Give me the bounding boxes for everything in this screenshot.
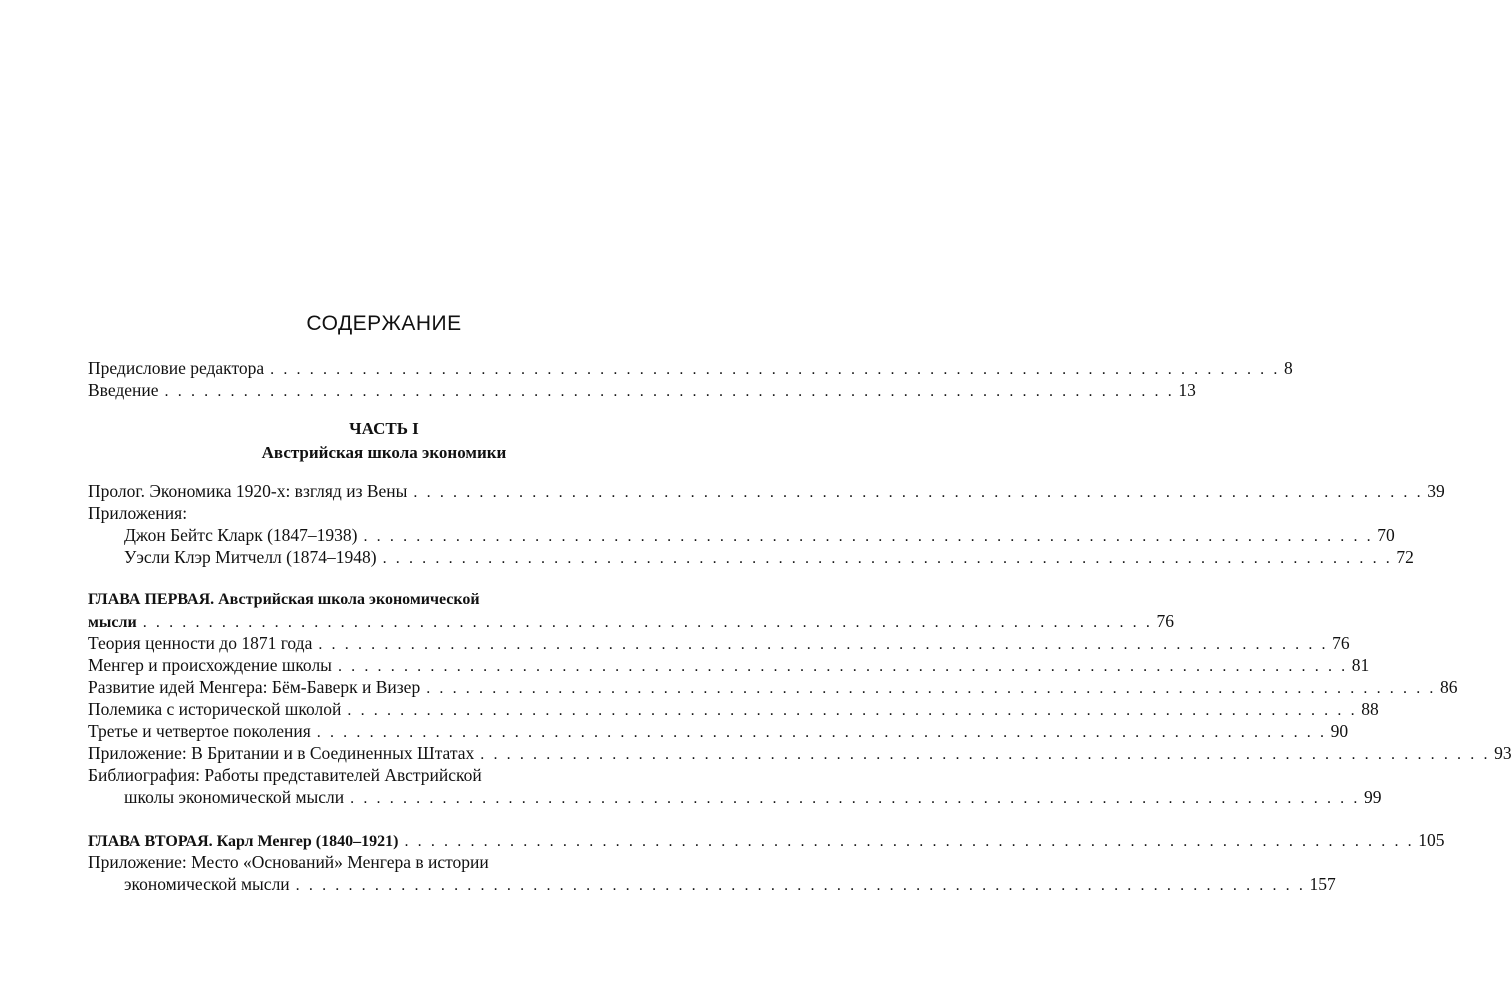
entry-label: Менгер и происхождение школы [88,655,332,675]
entry-page: 8 [1283,358,1293,378]
entry-label: экономической мысли [124,874,290,894]
toc-page [88,0,1512,1000]
toc-entry-bohm-bawerk[interactable] [88,676,1458,700]
toc-entry-preface[interactable] [88,357,1293,381]
entry-page: 13 [1178,380,1196,400]
entry-page: 76 [1332,633,1350,653]
entry-label: Развитие идей Менгера: Бём-Баверк и Визер [88,677,421,697]
dot-leader: . . . . . . . . . . . . . . . . . . . . . . . . . . . . . . . . . . . . . . . . . . . . . . . . . . . . . . . . . . . . . . . . . . . . . . . . . . . . . [404,833,1415,850]
toc-entry-prolog[interactable] [88,480,1445,504]
toc-entry-historical-school[interactable] [88,698,1379,722]
entry-page: 93 [1494,743,1512,763]
entry-page: 88 [1361,699,1379,719]
dot-leader: . . . . . . . . . . . . . . . . . . . . . . . . . . . . . . . . . . . . . . . . . . . . . . . . . . . . . . . . . . . . . . . . . . . . . . . . . . . . . [413,484,1424,501]
entry-page: 76 [1156,611,1174,631]
toc-entry-britain-usa[interactable] [88,742,1512,766]
dot-leader: . . . . . . . . . . . . . . . . . . . . . . . . . . . . . . . . . . . . . . . . . . . . . . . . . . . . . . . . . . . . . . . . . . . . . . . . . . . . . [164,383,1175,400]
entry-page: 72 [1396,547,1414,567]
toc-entry-clark[interactable] [124,524,1395,548]
dot-leader: . . . . . . . . . . . . . . . . . . . . . . . . . . . . . . . . . . . . . . . . . . . . . . . . . . . . . . . . . . . . . . . . . . . . . . . . . . . . . [270,361,1280,378]
entry-label: школы экономической мысли [124,787,345,807]
entry-label: Третье и четвертое поколения [88,721,311,741]
dot-leader: . . . . . . . . . . . . . . . . . . . . . . . . . . . . . . . . . . . . . . . . . . . . . . . . . . . . . . . . . . . . . . . . . . . . . . . . . . . . . [295,877,1306,894]
entry-page: 105 [1418,830,1445,850]
dot-leader: . . . . . . . . . . . . . . . . . . . . . . . . . . . . . . . . . . . . . . . . . . . . . . . . . . . . . . . . . . . . . . . . . . . . . . . . . . . . . [480,746,1491,763]
entry-page: 99 [1363,787,1382,807]
toc-entry-chapter2[interactable] [88,829,1445,853]
dot-leader: . . . . . . . . . . . . . . . . . . . . . . . . . . . . . . . . . . . . . . . . . . . . . . . . . . . . . . . . . . . . . . . . . . . . . . . . . . . . . [316,724,1327,741]
entry-label: Приложение: В Британии и в Соединенных Штатах [88,743,475,763]
toc-entry-mitchell[interactable] [124,546,1414,570]
entry-label: Джон Бейтс Кларк (1847–1938) [124,525,358,545]
toc-entry-generations[interactable] [88,720,1349,744]
entry-page: 157 [1309,874,1336,894]
toc-entry-bibliography[interactable] [124,786,1382,810]
dot-leader: . . . . . . . . . . . . . . . . . . . . . . . . . . . . . . . . . . . . . . . . . . . . . . . . . . . . . . . . . . . . . . . . . . . . . . . . . . . . . [350,790,1360,807]
toc-entry-value-theory[interactable] [88,632,1350,656]
dot-leader: . . . . . . . . . . . . . . . . . . . . . . . . . . . . . . . . . . . . . . . . . . . . . . . . . . . . . . . . . . . . . . . . . . . . . . . . . . . . . [318,636,1329,653]
entry-label: Теория ценности до 1871 года [88,633,313,653]
part-number: ЧАСТЬ I [349,419,419,438]
entry-page: 70 [1377,525,1395,545]
toc-title: СОДЕРЖАНИЕ [306,312,462,335]
dot-leader: . . . . . . . . . . . . . . . . . . . . . . . . . . . . . . . . . . . . . . . . . . . . . . . . . . . . . . . . . . . . . . . . . . . . . . . . . . . . . [347,702,1358,719]
dot-leader: . . . . . . . . . . . . . . . . . . . . . . . . . . . . . . . . . . . . . . . . . . . . . . . . . . . . . . . . . . . . . . . . . . . . . . . . . . . . . [382,550,1393,567]
entry-label: Пролог. Экономика 1920-х: взгляд из Вены [88,481,408,501]
entry-label: Предисловие редактора [88,358,265,378]
part-title: Австрийская школа экономики [261,443,507,462]
toc-entry-menger-origin[interactable] [88,654,1370,678]
chapter1-title-line1[interactable]: ГЛАВА ПЕРВАЯ. Австрийская школа экономической [88,591,480,608]
dot-leader: . . . . . . . . . . . . . . . . . . . . . . . . . . . . . . . . . . . . . . . . . . . . . . . . . . . . . . . . . . . . . . . . . . . . . . . . . . . . . [363,528,1374,545]
chapter2-appendix-line1[interactable]: Приложение: Место «Оснований» Менгера в истории [88,852,489,872]
entry-page: 86 [1440,677,1458,697]
dot-leader: . . . . . . . . . . . . . . . . . . . . . . . . . . . . . . . . . . . . . . . . . . . . . . . . . . . . . . . . . . . . . . . . . . . . . . . . . . . . . [426,680,1437,697]
entry-label: мысли [88,614,137,631]
entry-label: Введение [88,380,159,400]
entry-label: Уэсли Клэр Митчелл (1874–1948) [124,547,377,567]
dot-leader: . . . . . . . . . . . . . . . . . . . . . . . . . . . . . . . . . . . . . . . . . . . . . . . . . . . . . . . . . . . . . . . . . . . . . . . . . . . . . [142,614,1153,631]
entry-page: 39 [1427,481,1445,501]
entry-label: ГЛАВА ВТОРАЯ. Карл Менгер (1840–1921) [88,833,399,850]
appendices-heading: Приложения: [88,503,188,523]
entry-label: Полемика с исторической школой [88,699,342,719]
toc-entry-introduction[interactable] [88,379,1196,403]
toc-entry-grundsatze[interactable] [124,873,1336,897]
entry-page: 90 [1330,721,1349,741]
toc-entry-chapter1[interactable] [88,610,1174,634]
dot-leader: . . . . . . . . . . . . . . . . . . . . . . . . . . . . . . . . . . . . . . . . . . . . . . . . . . . . . . . . . . . . . . . . . . . . . . . . . . . . . [337,658,1348,675]
entry-page: 81 [1351,655,1370,675]
bibliography-line1[interactable]: Библиография: Работы представителей Австрийской [88,765,482,785]
